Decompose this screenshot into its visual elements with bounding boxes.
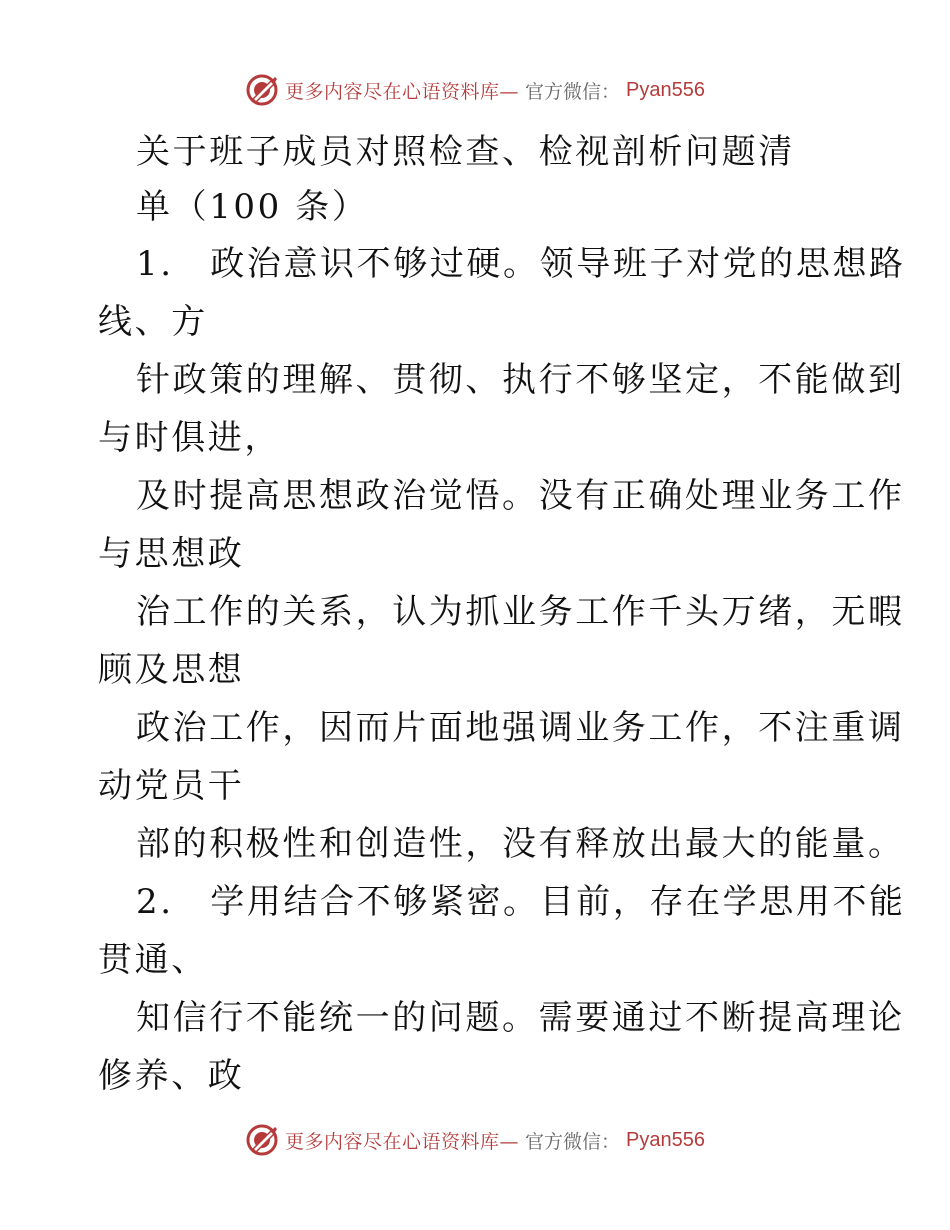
paragraph-line: 动党员干	[98, 766, 245, 806]
doc-title-line-2: 单（100 条）	[136, 187, 369, 227]
paragraph-line: 政治工作，因而片面地强调业务工作，不注重调	[136, 708, 905, 748]
paragraph-line: 修养、政	[98, 1056, 245, 1096]
wechat-id: Pyan556	[626, 78, 705, 101]
pen-logo-icon	[245, 1123, 279, 1157]
paragraph-line: 与时俱进，	[98, 418, 281, 458]
banner-title: 更多内容尽在心语资料库—	[285, 80, 520, 103]
paragraph-line: 针政策的理解、贯彻、执行不够坚定，不能做到	[136, 360, 905, 400]
paragraph-line: 贯通、	[98, 940, 208, 980]
pen-logo-icon	[245, 73, 279, 107]
paragraph-line: 知信行不能统一的问题。需要通过不断提高理论	[136, 998, 905, 1038]
doc-title-line-1: 关于班子成员对照检查、检视剖析问题清	[136, 132, 795, 172]
paragraph-line: 顾及思想	[98, 650, 245, 690]
paragraph-line: 与思想政	[98, 534, 245, 574]
paragraph-line: 线、方	[98, 302, 208, 342]
paragraph-line: 治工作的关系，认为抓业务工作千头万绪，无暇	[136, 592, 905, 632]
wechat-id: Pyan556	[626, 1128, 705, 1151]
paragraph-line: 1. 政治意识不够过硬。领导班子对党的思想路	[136, 244, 906, 284]
paragraph-line: 及时提高思想政治觉悟。没有正确处理业务工作	[136, 476, 905, 516]
footer-banner	[0, 1120, 950, 1160]
wechat-label: 官方微信：	[525, 80, 621, 103]
wechat-label: 官方微信：	[525, 1130, 621, 1153]
header-banner	[0, 70, 950, 110]
paragraph-line: 部的积极性和创造性，没有释放出最大的能量。	[136, 824, 905, 864]
paragraph-line: 2. 学用结合不够紧密。目前，存在学思用不能	[136, 882, 906, 922]
banner-title: 更多内容尽在心语资料库—	[285, 1130, 520, 1153]
